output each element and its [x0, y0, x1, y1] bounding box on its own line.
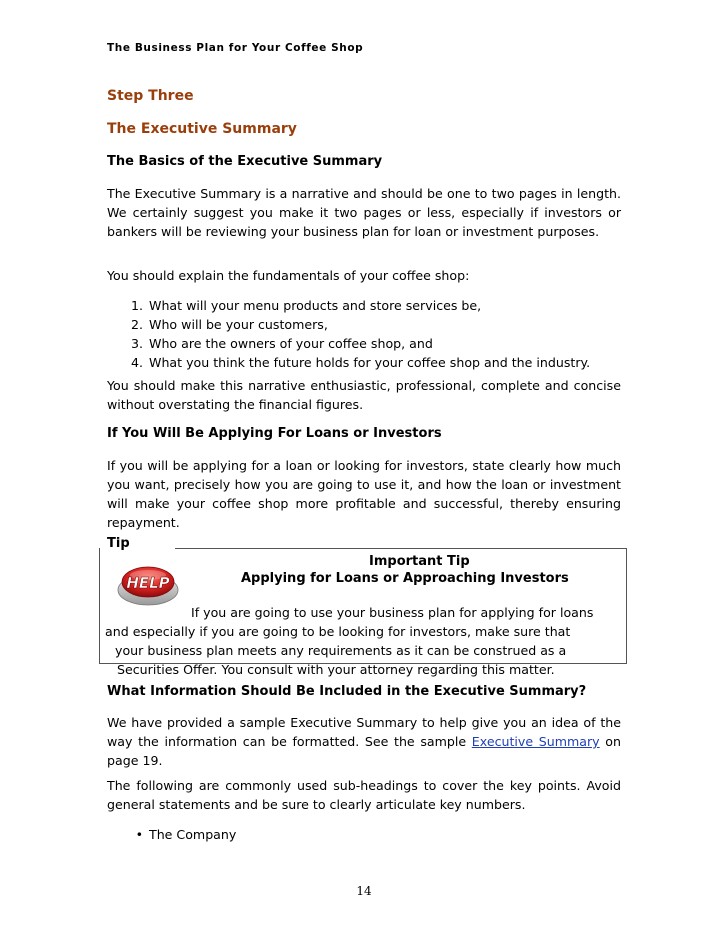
loans-heading: If You Will Be Applying For Loans or Investors	[107, 426, 442, 441]
basics-heading: The Basics of the Executive Summary	[107, 154, 383, 169]
loans-paragraph: If you will be applying for a loan or looking for investors, state clearly how much you want, precisely how you are going to use it, and how the loan or investment will make your coffee shop more profitable and successful, thereby ensuring repayment.	[107, 458, 621, 530]
list-text: What will your menu products and store services be,	[149, 298, 482, 313]
help-button-icon	[117, 562, 179, 606]
subheadings-list	[107, 825, 407, 844]
page-number: 14	[356, 884, 372, 898]
list-number: 1.	[130, 298, 143, 313]
bullet: •	[135, 827, 143, 842]
running-header: The Business Plan for Your Coffee Shop	[107, 42, 364, 54]
list-text: What you think the future holds for your coffee shop and the industry.	[149, 355, 591, 370]
tip-box-title: Important Tip	[369, 554, 470, 569]
step-heading: Step Three	[107, 88, 194, 104]
tip-line-1: If you are going to use your business plan for applying for loans	[191, 605, 594, 620]
intro-paragraph: The Executive Summary is a narrative and should be one to two pages in length. We certainly suggest you make it two pages or less, especially if investors or bankers will be reviewing your business plan for loan or investment purposes.	[107, 186, 621, 239]
list-text: Who are the owners of your coffee shop, and	[149, 336, 433, 351]
tip-box-subtitle: Applying for Loans or Approaching Investors	[241, 571, 569, 586]
sample-text-after: on page 19.	[107, 734, 621, 768]
info-heading: What Information Should Be Included in the Executive Summary?	[107, 684, 587, 699]
tip-line-2: and especially if you are going to be looking for investors, make sure that	[105, 624, 571, 639]
list-item	[107, 353, 627, 372]
tip-heading: Tip	[107, 536, 130, 551]
list-text: The Company	[149, 827, 237, 842]
list-text: Who will be your customers,	[149, 317, 328, 332]
executive-summary-link[interactable]: Executive Summary	[471, 734, 600, 749]
narrative-paragraph: You should make this narrative enthusiastic, professional, complete and concise without overstating the financial figures.	[107, 378, 621, 412]
tip-line-3: your business plan meets any requirements as it can be construed as a	[115, 643, 567, 658]
list-number: 3.	[130, 336, 143, 351]
list-item	[107, 296, 627, 315]
subheadings-paragraph: The following are commonly used sub-headings to cover the key points. Avoid general statements and be sure to clearly articulate key numbers.	[107, 778, 621, 812]
list-number: 2.	[130, 317, 143, 332]
fundamentals-intro: You should explain the fundamentals of your coffee shop:	[107, 268, 470, 283]
tip-line-4: Securities Offer. You consult with your attorney regarding this matter.	[117, 662, 555, 677]
list-item	[107, 315, 627, 334]
sample-paragraph	[107, 713, 621, 770]
list-number: 4.	[130, 355, 143, 370]
help-button-label: HELP	[126, 574, 170, 592]
section-heading: The Executive Summary	[107, 121, 297, 137]
list-item	[107, 334, 627, 353]
fundamentals-list	[107, 296, 627, 372]
sample-text-before: We have provided a sample Executive Summary to help give you an idea of the way the information can be formatted. See the sample	[107, 715, 621, 749]
list-item	[107, 825, 407, 844]
